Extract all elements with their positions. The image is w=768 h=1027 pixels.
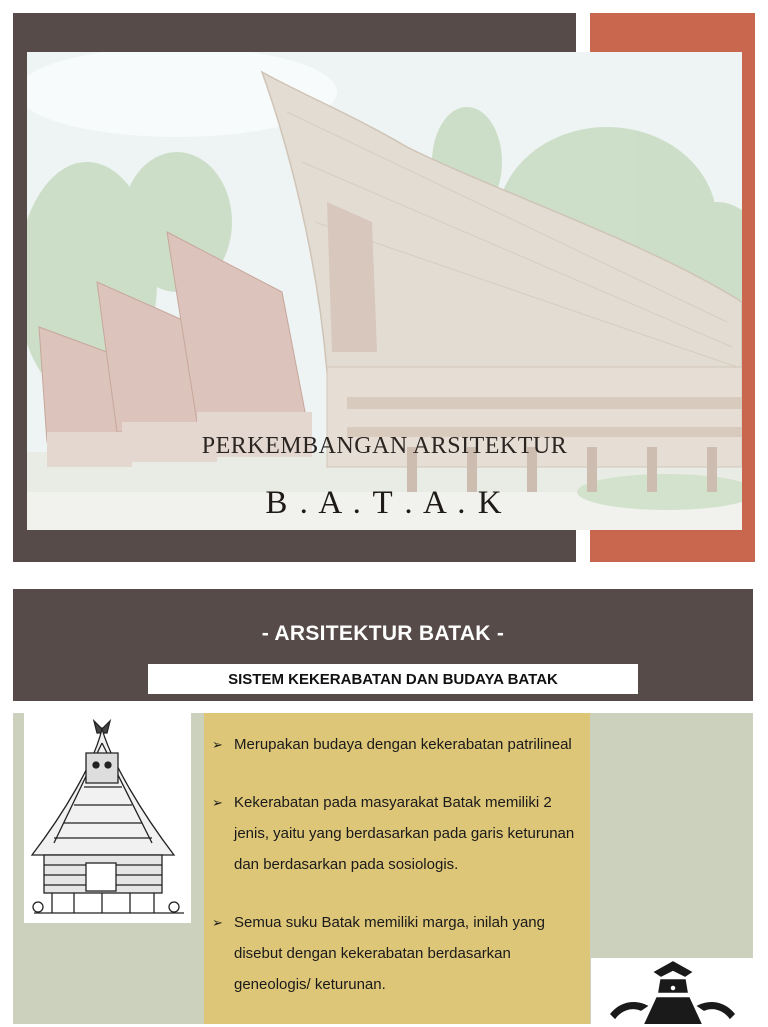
list-item xyxy=(212,907,582,1000)
batak-emblem-illustration xyxy=(591,958,754,1024)
arrowhead-bullet-icon: ➢ xyxy=(212,795,223,810)
arrowhead-bullet-icon: ➢ xyxy=(212,915,223,930)
slide2-subheading-bar xyxy=(148,664,638,694)
arrowhead-bullet-icon: ➢ xyxy=(212,737,223,752)
slide1-subtitle: B . A . T . A . K xyxy=(265,485,504,521)
slide2-subheading: SISTEM KEKERABATAN DAN BUDAYA BATAK xyxy=(228,670,558,688)
slide2-heading: - ARSITEKTUR BATAK - xyxy=(261,622,505,645)
list-item xyxy=(212,729,582,760)
bullet-list xyxy=(212,729,582,1027)
bullet-text: Merupakan budaya dengan kekerabatan patrilineal xyxy=(234,736,572,753)
bullet-text: Semua suku Batak memiliki marga, inilah yang disebut dengan kekerabatan berdasarkan geneologis/ keturunan. xyxy=(234,914,545,993)
bullet-text: Kekerabatan pada masyarakat Batak memiliki 2 jenis, yaitu yang berdasarkan pada garis keturunan dan berdasarkan pada sosiologis. xyxy=(234,794,575,873)
slide1-title: PERKEMBANGAN ARSITEKTUR xyxy=(201,433,568,459)
batak-house-illustration xyxy=(24,713,191,923)
list-item xyxy=(212,787,582,880)
